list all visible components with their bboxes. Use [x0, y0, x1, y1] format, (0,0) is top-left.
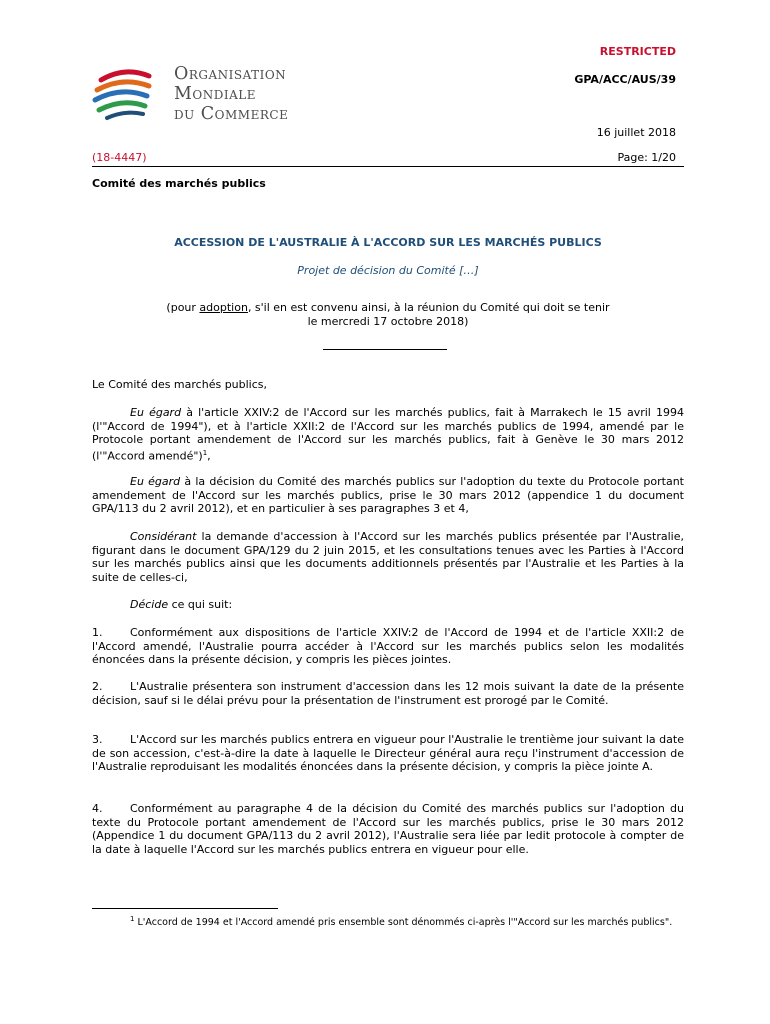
- item-2-text: L'Australie présentera son instrument d'accession dans les 12 mois suivant la date de la présente décision, sauf si le délai prévu pour la présentation de l'instrument est prorogé par le Comité.: [92, 680, 684, 707]
- p3-text: la demande d'accession à l'Accord sur les marchés publics présentée par l'Australie, figurant dans le document GPA/129 du 2 juin 2015, et les consultations tenues avec les Parties à l'Accord sur les marchés publics ainsi que les documents additionnels présentés par l'Australie et les Parties à la suite de celles-ci,: [92, 530, 684, 584]
- organisation-name: [174, 64, 288, 124]
- p4-italic: Décide: [130, 598, 169, 611]
- p4-text: ce qui suit:: [168, 598, 233, 611]
- decision-item-3: [92, 733, 684, 774]
- item-3-number: 3.: [92, 733, 103, 746]
- footnote: [92, 913, 684, 929]
- item-2-number: 2.: [92, 680, 103, 693]
- note-line-2: le mercredi 17 octobre 2018): [307, 315, 469, 328]
- item-4-text: Conformément au paragraphe 4 de la décision du Comité des marchés publics sur l'adoption du texte du Protocole portant amendement de l'Accord sur les marchés publics, prise le 30 mars 2012 (Appendice 1 du document GPA/113 du 2 avril 2012), l'Australie sera liée par ledit protocole à compter de la date à laquelle l'Accord sur les marchés publics entrera en vigueur pour elle.: [92, 802, 684, 856]
- footnote-text: L'Accord de 1994 et l'Accord amendé pris ensemble sont dénommés ci-après l'"Accord sur les marchés publics".: [134, 917, 673, 929]
- item-1-number: 1.: [92, 626, 103, 639]
- page-number: Page: 1/20: [617, 151, 676, 164]
- title-separator: [323, 349, 447, 350]
- committee-name: Comité des marchés publics: [92, 177, 266, 190]
- preamble-paragraph-3: [92, 530, 684, 584]
- restricted-label: RESTRICTED: [599, 45, 676, 58]
- preamble-paragraph-2: [92, 475, 684, 516]
- document-title: ACCESSION DE L'AUSTRALIE À L'ACCORD SUR LES MARCHÉS PUBLICS: [174, 236, 602, 249]
- document-date: 16 juillet 2018: [596, 126, 676, 139]
- org-line-2: Mondiale: [174, 84, 257, 104]
- header-divider: [92, 166, 684, 167]
- org-line-1: Organisation: [174, 64, 287, 84]
- item-1-text: Conformément aux dispositions de l'article XXIV:2 de l'Accord de 1994 et de l'article XXII:2 de l'Accord amendé, l'Australie pourra accéder à l'Accord sur les marchés publics selon les modalités énoncées dans la présente décision, y compris les pièces jointes.: [92, 626, 684, 666]
- p2-italic: Eu égard: [130, 475, 181, 488]
- decision-item-1: [92, 626, 684, 667]
- p1-text: à l'article XXIV:2 de l'Accord sur les marchés publics, fait à Marrakech le 15 avril 1994 (l'"Accord de 1994"), et à l'article XXII:2 de l'Accord sur les marchés publics de 1994, amendé par le Protocole portant amendement de l'Accord sur les marchés publics, fait à Genève le 30 mars 2012 (l'"Accord amendé"): [92, 406, 684, 463]
- note-suffix: , s'il en est convenu ainsi, à la réunion du Comité qui doit se tenir: [247, 301, 610, 314]
- adoption-note: [92, 301, 684, 329]
- document-reference: (18-4447): [92, 151, 147, 164]
- note-adoption: adoption: [199, 301, 248, 314]
- decision-intro: [92, 598, 684, 612]
- note-prefix: (pour: [166, 301, 200, 314]
- p1-end: ,: [207, 449, 211, 463]
- document-symbol: GPA/ACC/AUS/39: [574, 73, 676, 86]
- document-subtitle: Projet de décision du Comité […]: [297, 264, 479, 277]
- item-3-text: L'Accord sur les marchés publics entrera en vigueur pour l'Australie le trentième jour suivant la date de son accession, c'est-à-dire la date à laquelle le Directeur général aura reçu l'instrument d'accession de l'Australie reproduisant les modalités énoncées dans la présente décision, y compris la pièce jointe A.: [92, 733, 684, 773]
- item-4-number: 4.: [92, 802, 103, 815]
- p2-text: à la décision du Comité des marchés publics sur l'adoption du texte du Protocole portant amendement de l'Accord sur les marchés publics, prise le 30 mars 2012 (appendice 1 du document GPA/113 du 2 avril 2012), et en particulier à ses paragraphes 3 et 4,: [92, 475, 684, 515]
- org-line-3: du Commerce: [174, 104, 289, 124]
- p1-italic: Eu égard: [130, 406, 182, 419]
- decision-item-4: [92, 802, 684, 856]
- decision-item-2: [92, 680, 684, 707]
- opening-line: Le Comité des marchés publics,: [92, 378, 268, 391]
- footnote-ref: 1: [202, 448, 208, 457]
- footnote-number: 1: [130, 915, 135, 923]
- p3-italic: Considérant: [130, 530, 197, 543]
- footnote-divider: [92, 908, 278, 909]
- preamble-paragraph-1: [92, 406, 684, 463]
